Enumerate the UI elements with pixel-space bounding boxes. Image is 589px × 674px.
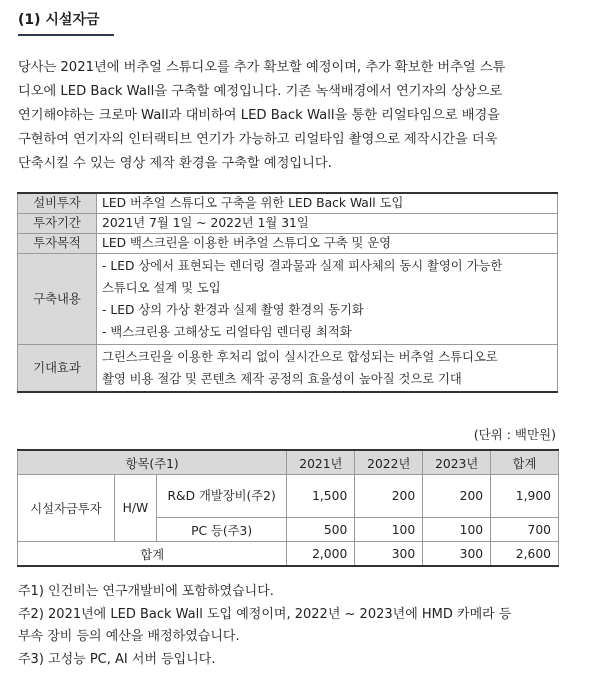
- item-cell: PC 등(주3): [156, 518, 287, 542]
- paragraph-line: 연기해야하는 크로마 Wall과 대비하여 LED Back Wall을 통한 리얼타임으로 배경을: [18, 108, 501, 123]
- footnotes: [18, 581, 566, 671]
- effect-content: [97, 345, 558, 393]
- value-cell: 200: [355, 475, 423, 518]
- row-label: 기대효과: [18, 345, 97, 393]
- header-cell: 항목(주1): [18, 450, 287, 475]
- table-row: [18, 475, 559, 518]
- row-label: 투자목적: [18, 234, 97, 254]
- intro-paragraph: [18, 56, 558, 176]
- value-cell: 300: [355, 542, 423, 567]
- footnote-line: 주1) 인건비는 연구개발비에 포함하였습니다.: [18, 584, 274, 599]
- header-cell: 2022년: [355, 450, 423, 475]
- sum-label: 합계: [18, 542, 287, 567]
- paragraph-line: 디오에 LED Back Wall을 구축할 예정입니다. 기존 녹색배경에서 연기자의 상상으로: [18, 84, 503, 99]
- table-row: [18, 234, 558, 254]
- header-cell: 2021년: [287, 450, 355, 475]
- category-cell: 시설자금투자: [18, 475, 115, 542]
- content-line: 스튜디오 설계 및 도입: [102, 281, 221, 295]
- paragraph-line: 단축시킬 수 있는 영상 제작 환경을 구축할 예정입니다.: [18, 156, 332, 171]
- row-label: 투자기간: [18, 214, 97, 234]
- value-cell: 100: [423, 518, 491, 542]
- content-line: - LED 상에서 표현되는 렌더링 결과물과 실제 피사체의 동시 촬영이 가능한: [102, 259, 503, 273]
- content-line: 그린스크린을 이용한 후처리 없이 실시간으로 합성되는 버추얼 스튜디오로: [102, 350, 498, 364]
- paragraph-line: 구현하여 연기자의 인터랙티브 연기가 가능하고 리얼타임 촬영으로 제작시간을 더욱: [18, 132, 498, 147]
- footnote-line: 주3) 고성능 PC, AI 서버 등입니다.: [18, 651, 216, 667]
- value-cell: 2,000: [287, 542, 355, 567]
- content-line: 촬영 비용 절감 및 콘텐츠 제작 공정의 효율성이 높아질 것으로 기대: [102, 372, 462, 386]
- value-cell: 700: [491, 518, 559, 542]
- header-cell: 2023년: [423, 450, 491, 475]
- construction-content: [97, 254, 558, 345]
- value-cell: 500: [287, 518, 355, 542]
- table-row: [18, 345, 558, 393]
- value-cell: 200: [423, 475, 491, 518]
- table-row: [18, 254, 558, 345]
- header-cell: 합계: [491, 450, 559, 475]
- value-cell: 300: [423, 542, 491, 567]
- content-line: - 백스크린용 고해상도 리얼타임 렌더링 최적화: [102, 325, 352, 339]
- table-row: [18, 214, 558, 234]
- sum-row: [18, 542, 559, 567]
- section-title: (1) 시설자금: [18, 9, 114, 36]
- value-cell: 100: [355, 518, 423, 542]
- row-value: 2021년 7월 1일 ~ 2022년 1월 31일: [97, 214, 558, 234]
- header-row: [18, 450, 559, 475]
- item-cell: R&D 개발장비(주2): [156, 475, 287, 518]
- table-row: [18, 193, 558, 214]
- footnote-line: 주2) 2021년에 LED Back Wall 도입 예정이며, 2022년 ~ 2023년에 HMD 카메라 등: [18, 606, 512, 622]
- value-cell: 1,900: [491, 475, 559, 518]
- value-cell: 1,500: [287, 475, 355, 518]
- budget-table: [17, 449, 559, 567]
- row-label: 구축내용: [18, 254, 97, 345]
- footnote-line: 부속 장비 등의 예산을 배정하였습니다.: [18, 629, 240, 644]
- investment-table: [17, 192, 558, 393]
- row-value: LED 백스크린을 이용한 버추얼 스튜디오 구축 및 운영: [97, 234, 558, 254]
- content-line: - LED 상의 가상 환경과 실제 촬영 환경의 동기화: [102, 303, 364, 317]
- row-value: LED 버추얼 스튜디오 구축을 위한 LED Back Wall 도입: [97, 193, 558, 214]
- subcategory-cell: H/W: [114, 475, 156, 542]
- unit-label: (단위 : 백만원): [473, 427, 556, 442]
- paragraph-line: 당사는 2021년에 버추얼 스튜디오를 추가 확보할 예정이며, 추가 확보한 버추얼 스튜: [18, 60, 506, 75]
- value-cell: 2,600: [491, 542, 559, 567]
- row-label: 설비투자: [18, 193, 97, 214]
